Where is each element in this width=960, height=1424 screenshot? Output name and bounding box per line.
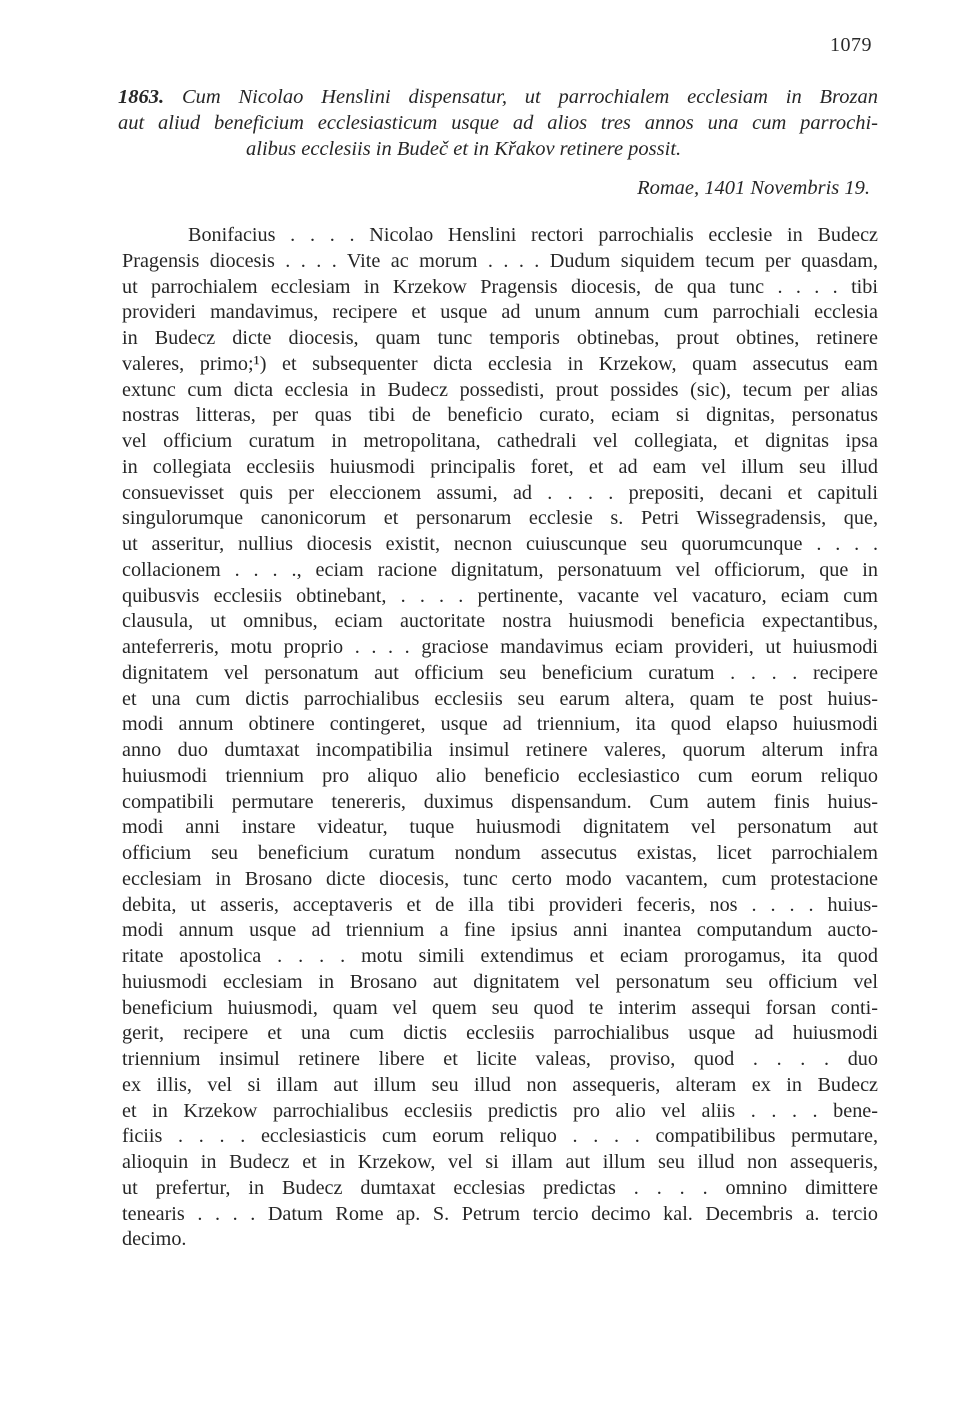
body-line: ut parrochialem ecclesiam in Krzekow Pragensis diocesis, de qua tunc . . . . tibi — [122, 275, 878, 298]
body-line: officium seu beneficium curatum nondum assecutus existas, licet parrochialem — [122, 842, 878, 864]
body-line: modi annum usque ad triennium a fine ipsius anni inantea computandum aucto- — [122, 919, 878, 942]
body-line: ficiis . . . . ecclesiasticis cum eorum reliquo . . . . compatibilibus permutare, — [122, 1125, 878, 1148]
body-line: Pragensis diocesis . . . . Vite ac morum . . . . Dudum siquidem tecum per quasdam, — [122, 249, 878, 272]
body-line: et una cum dictis parrochialibus ecclesiis seu earum altera, quam te post huius- — [122, 687, 878, 710]
body-line: ecclesiam in Brosano dicte diocesis, tunc certo modo vacantem, cum protestacione — [122, 867, 878, 890]
body-line: ex illis, vel si illam aut illum seu illud non assequeris, alteram ex in Budecz — [122, 1073, 878, 1096]
heading-line-1 — [118, 84, 878, 110]
body-line: modi annum obtinere contingeret, usque ad triennium, ita quod elapso huiusmodi — [122, 713, 878, 736]
body-line: huiusmodi triennium pro aliquo alio beneficio ecclesiastico cum eorum reliquo — [122, 764, 878, 787]
document-heading — [118, 84, 878, 162]
document-number: 1863. — [118, 86, 165, 108]
body-line: et in Krzekow parrochialibus ecclesiis predictis pro alio vel aliis . . . . bene- — [122, 1099, 878, 1122]
body-line: valeres, primo;¹) et subsequenter dicta ecclesia in Krzekow, quam assecutus eam — [122, 352, 878, 375]
page-number: 1079 — [830, 34, 872, 56]
body-line: decimo. — [122, 1228, 187, 1251]
body-line: in collegiata ecclesiis huiusmodi principalis foret, et ad eam vel illum seu illud — [122, 455, 878, 478]
body-line: anteferreris, motu proprio . . . . graciose mandavimus eciam provideri, ut huiusmodi — [122, 636, 878, 658]
body-line: tenearis . . . . Datum Rome ap. S. Petrum tercio decimo kal. Decembris a. tercio — [122, 1202, 878, 1225]
body-line: gerit, recipere et una cum dictis ecclesiis parrochialibus usque ad huiusmodi — [122, 1022, 878, 1045]
body-line: beneficium huiusmodi, quam vel quem seu quod te interim assequi forsan conti- — [122, 996, 878, 1019]
body-line: modi anni instare videatur, tuque huiusmodi dignitatem vel personatum aut — [122, 816, 878, 839]
body-line: provideri mandavimus, recipere et usque ad unum annum cum parrochiali ecclesia — [122, 301, 878, 324]
heading-line-2: aut aliud beneficium ecclesiasticum usque ad alios tres annos una cum parrochi- — [118, 112, 878, 134]
body-line: consuevisset quis per eleccionem assumi, ad . . . . prepositi, decani et capituli — [122, 481, 878, 504]
heading-line-1-text: Cum Nicolao Henslini dispensatur, ut parrochialem ecclesiam in Brozan — [181, 86, 879, 108]
body-line: clausula, ut omnibus, eciam auctoritate nostra huiusmodi beneficia expectantibus, — [122, 610, 878, 633]
heading-line-3: alibus ecclesiis in Budeč et in Křakov retinere possit. — [246, 138, 682, 160]
body-line: huiusmodi ecclesiam in Brosano aut dignitatem vel personatum seu officium vel — [122, 970, 878, 993]
body-line: compatibili permutare tenereris, duximus dispensandum. Cum autem finis huius- — [122, 790, 878, 813]
body-line: alioquin in Budecz et in Krzekow, vel si illam aut illum seu illud non assequeris, — [122, 1151, 878, 1173]
body-line: quibusvis ecclesiis obtinebant, . . . . pertinente, vacante vel vacaturo, eciam cum — [122, 584, 878, 607]
body-line: Bonifacius . . . . Nicolao Henslini rectori parrochialis ecclesie in Budecz — [188, 224, 878, 246]
dateline: Romae, 1401 Novembris 19. — [637, 177, 870, 199]
body-text — [122, 223, 878, 1253]
body-line: anno duo dumtaxat incompatibilia insimul retinere valeres, quorum alterum infra — [122, 739, 878, 761]
body-line: collacionem . . . ., eciam racione dignitatum, personatuum vel officiorum, que in — [122, 558, 878, 581]
body-line: ut asseritur, nullius diocesis existit, necnon cuiuscunque seu quorumcunque . . . . — [122, 533, 878, 555]
body-line: vel officium curatum in metropolitana, cathedrali vel collegiata, et dignitas ipsa — [122, 430, 878, 452]
body-line: ritate apostolica . . . . motu simili extendimus et eciam prorogamus, ita quod — [122, 945, 878, 967]
body-line: nostras litteras, per quas tibi de beneficio curato, eciam si dignitas, personatus — [122, 404, 878, 427]
body-line: singulorumque canonicorum et personarum ecclesie s. Petri Wissegradensis, que, — [122, 507, 878, 530]
body-line: debita, ut asseris, acceptaveris et de illa tibi provideri feceris, nos . . . . huius- — [122, 893, 878, 916]
body-line: extunc cum dicta ecclesia in Budecz possedisti, prout possides (sic), tecum per alias — [122, 378, 878, 401]
body-line: in Budecz dicte diocesis, quam tunc temporis obtinebas, prout obtines, retinere — [122, 327, 878, 349]
body-line: ut prefertur, in Budecz dumtaxat ecclesias predictas . . . . omnino dimittere — [122, 1176, 878, 1199]
body-line: triennium insimul retinere libere et licite valeas, proviso, quod . . . . duo — [122, 1048, 878, 1070]
body-line: dignitatem vel personatum aut officium seu beneficium curatum . . . . recipere — [122, 661, 878, 684]
